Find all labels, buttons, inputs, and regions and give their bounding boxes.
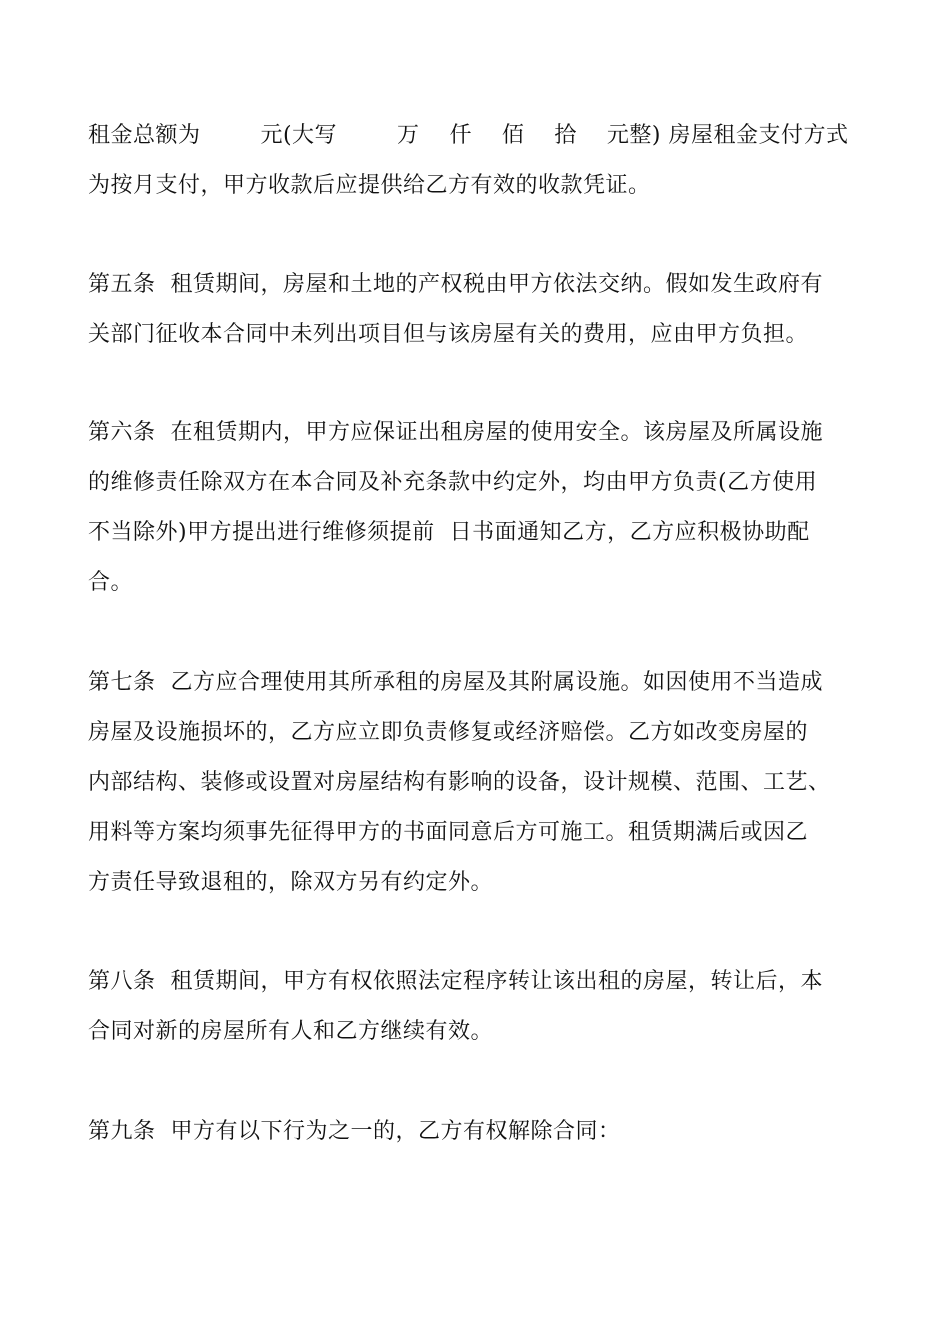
text-line: 合同对新的房屋所有人和乙方继续有效。 xyxy=(88,1019,494,1044)
text-line: 合。 xyxy=(88,570,134,595)
text-line: 内部结构、装修或设置对房屋结构有影响的设备，设计规模、范围、工艺、 xyxy=(88,770,831,795)
text-line: 第九条 甲方有以下行为之一的，乙方有权解除合同： xyxy=(88,1119,621,1144)
text-line: 关部门征收本合同中未列出项目但与该房屋有关的费用，应由甲方负担。 xyxy=(88,322,809,347)
text-line: 租金总额为 元(大写 万 仟 佰 拾 元整) 房屋租金支付方式 xyxy=(88,123,849,148)
text-line: 用料等方案均须事先征得甲方的书面同意后方可施工。租赁期满后或因乙 xyxy=(88,820,809,845)
text-line: 方责任导致退租的，除双方另有约定外。 xyxy=(88,870,494,895)
text-line: 第七条 乙方应合理使用其所承租的房屋及其附属设施。如因使用不当造成 xyxy=(88,670,823,695)
text-line: 第八条 租赁期间，甲方有权依照法定程序转让该出租的房屋，转让后，本 xyxy=(88,969,823,994)
text-line: 不当除外)甲方提出进行维修须提前 日书面通知乙方，乙方应积极协助配 xyxy=(88,520,810,545)
text-line: 为按月支付，甲方收款后应提供给乙方有效的收款凭证。 xyxy=(88,173,651,198)
text-line: 房屋及设施损坏的，乙方应立即负责修复或经济赔偿。乙方如改变房屋的 xyxy=(88,720,809,745)
text-line: 第五条 租赁期间，房屋和土地的产权税由甲方依法交纳。假如发生政府有 xyxy=(88,272,823,297)
text-line: 的维修责任除双方在本合同及补充条款中约定外，均由甲方负责(乙方使用 xyxy=(88,470,818,495)
text-line: 第六条 在租赁期内，甲方应保证出租房屋的使用安全。该房屋及所属设施 xyxy=(88,420,823,445)
